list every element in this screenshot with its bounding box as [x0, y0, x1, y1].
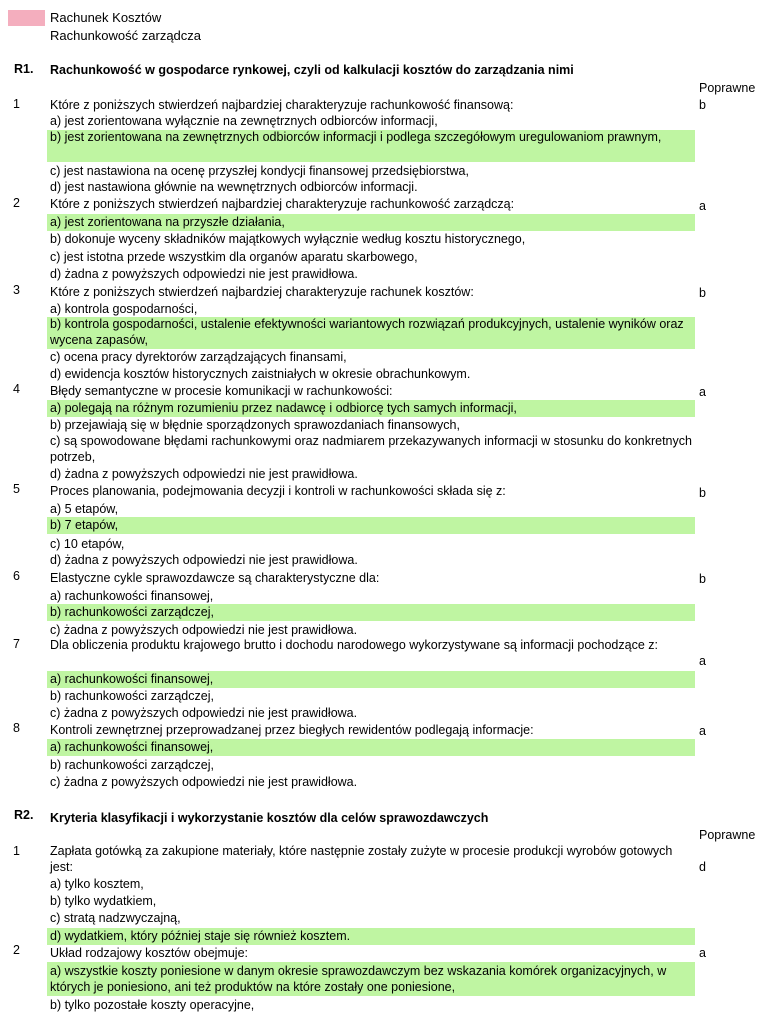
- option-text: d) żadna z powyższych odpowiedzi nie jest prawidłowa.: [50, 553, 358, 567]
- section-number: R2.: [14, 808, 34, 822]
- question-number: 4: [13, 382, 20, 396]
- option-text: c) stratą nadzwyczajną,: [50, 911, 181, 925]
- option-text: d) żadna z powyższych odpowiedzi nie jest prawidłowa.: [50, 467, 358, 481]
- question-number: 1: [13, 844, 20, 858]
- question-text: Zapłata gotówką za zakupione materiały, które następnie zostały zużyte w procesie produkcji wyrobów gotowych jest:: [50, 844, 673, 874]
- option-text correct: a) wszystkie koszty poniesione w danym okresie sprawozdawczym bez wskazania komórek organizacyjnych, w których je poniesiono, ani też produktów na które zostały one poniesione,: [50, 964, 667, 994]
- option-text: a) jest zorientowana wyłącznie na zewnętrznych odbiorców informacji,: [50, 114, 438, 128]
- correct-answer: a: [699, 946, 706, 960]
- document-title: Rachunek Kosztów: [50, 10, 162, 25]
- correct-answer: a: [699, 385, 706, 399]
- option-text: c) jest istotna przede wszystkim dla organów aparatu skarbowego,: [50, 250, 418, 264]
- question-number: 5: [13, 482, 20, 496]
- question-text: Błędy semantyczne w procesie komunikacji w rachunkowości:: [50, 384, 393, 398]
- question-text: Które z poniższych stwierdzeń najbardziej charakteryzuje rachunkowość zarządczą:: [50, 197, 515, 211]
- option-text: b) tylko wydatkiem,: [50, 894, 157, 908]
- option-text: b) przejawiają się w błędnie sporządzonych sprawozdaniach finansowych,: [50, 418, 460, 432]
- option-text: d) żadna z powyższych odpowiedzi nie jest prawidłowa.: [50, 267, 358, 281]
- option-text: b) dokonuje wyceny składników majątkowych wyłącznie według kosztu historycznego,: [50, 232, 526, 246]
- question-number: 6: [13, 569, 20, 583]
- option-text: c) ocena pracy dyrektorów zarządzających finansami,: [50, 350, 347, 364]
- question-text: Które z poniższych stwierdzeń najbardziej charakteryzuje rachunkowość finansową:: [50, 98, 514, 112]
- option-text correct: b) kontrola gospodarności, ustalenie efektywności wariantowych rozwiązań produkcyjnych, ustalenie wyników oraz wycena zapasów,: [50, 317, 684, 347]
- question-text: Dla obliczenia produktu krajowego brutto i dochodu narodowego wykorzystywane są informacji pochodzące z:: [50, 638, 658, 652]
- legend-swatch: [8, 10, 45, 26]
- question-text: Kontroli zewnętrznej przeprowadzanej przez biegłych rewidentów podlegają informacje:: [50, 723, 534, 737]
- correct-answer: b: [699, 486, 706, 500]
- option-text: b) rachunkowości zarządczej,: [50, 689, 214, 703]
- option-text correct: b) 7 etapów,: [50, 518, 119, 532]
- option-text: c) żadna z powyższych odpowiedzi nie jest prawidłowa.: [50, 775, 358, 789]
- option-text correct: a) polegają na różnym rozumieniu przez nadawcę i odbiorcę tych samych informacji,: [50, 401, 517, 415]
- option-text: a) 5 etapów,: [50, 502, 119, 516]
- option-text: a) tylko kosztem,: [50, 877, 144, 891]
- section-title: Rachunkowość w gospodarce rynkowej, czyli od kalkulacji kosztów do zarządzania nimi: [50, 63, 574, 77]
- question-number: 2: [13, 196, 20, 210]
- correct-answer: b: [699, 98, 706, 112]
- correct-answer: a: [699, 199, 706, 213]
- option-text: d) ewidencja kosztów historycznych zaistniałych w okresie obrachunkowym.: [50, 367, 471, 381]
- question-text: Układ rodzajowy kosztów obejmuje:: [50, 946, 249, 960]
- question-number: 3: [13, 283, 20, 297]
- correct-column-header: Poprawne: [699, 81, 756, 95]
- correct-answer: a: [699, 724, 706, 738]
- question-text: Proces planowania, podejmowania decyzji i kontroli w rachunkowości składa się z:: [50, 484, 506, 498]
- correct-answer: b: [699, 286, 706, 300]
- question-number: 7: [13, 637, 20, 651]
- option-text: c) 10 etapów,: [50, 537, 125, 551]
- option-text correct: a) jest zorientowana na przyszłe działania,: [50, 215, 285, 229]
- question-number: 1: [13, 97, 20, 111]
- option-text: d) jest nastawiona głównie na wewnętrznych odbiorców informacji.: [50, 180, 418, 194]
- option-text: a) kontrola gospodarności,: [50, 302, 198, 316]
- question-number: 2: [13, 943, 20, 957]
- option-text correct: b) jest zorientowana na zewnętrznych odbiorców informacji i podlega szczegółowym uregulowaniom prawnym,: [50, 130, 662, 144]
- option-text: b) rachunkowości zarządczej,: [50, 758, 214, 772]
- option-text: c) żadna z powyższych odpowiedzi nie jest prawidłowa.: [50, 623, 358, 637]
- option-text: c) są spowodowane błędami rachunkowymi oraz nadmiarem przekazywanych informacji w stosunku do konkretnych potrzeb,: [50, 434, 692, 464]
- section-title: Kryteria klasyfikacji i wykorzystanie kosztów dla celów sprawozdawczych: [50, 811, 489, 825]
- document-subtitle: Rachunkowość zarządcza: [50, 28, 202, 43]
- option-text: c) żadna z powyższych odpowiedzi nie jest prawidłowa.: [50, 706, 358, 720]
- question-text: Elastyczne cykle sprawozdawcze są charakterystyczne dla:: [50, 571, 380, 585]
- option-text: a) rachunkowości finansowej,: [50, 589, 214, 603]
- correct-answer: d: [699, 860, 706, 874]
- option-text correct: a) rachunkowości finansowej,: [50, 740, 214, 754]
- option-text correct: d) wydatkiem, który później staje się również kosztem.: [50, 929, 351, 943]
- option-text: b) tylko pozostałe koszty operacyjne,: [50, 998, 255, 1012]
- correct-answer: a: [699, 654, 706, 668]
- option-text correct: b) rachunkowości zarządczej,: [50, 605, 214, 619]
- correct-answer: b: [699, 572, 706, 586]
- question-text: Które z poniższych stwierdzeń najbardziej charakteryzuje rachunek kosztów:: [50, 285, 474, 299]
- question-number: 8: [13, 721, 20, 735]
- section-number: R1.: [14, 62, 34, 76]
- option-text: c) jest nastawiona na ocenę przyszłej kondycji finansowej przedsiębiorstwa,: [50, 164, 469, 178]
- option-text correct: a) rachunkowości finansowej,: [50, 672, 214, 686]
- correct-column-header: Poprawne: [699, 828, 756, 842]
